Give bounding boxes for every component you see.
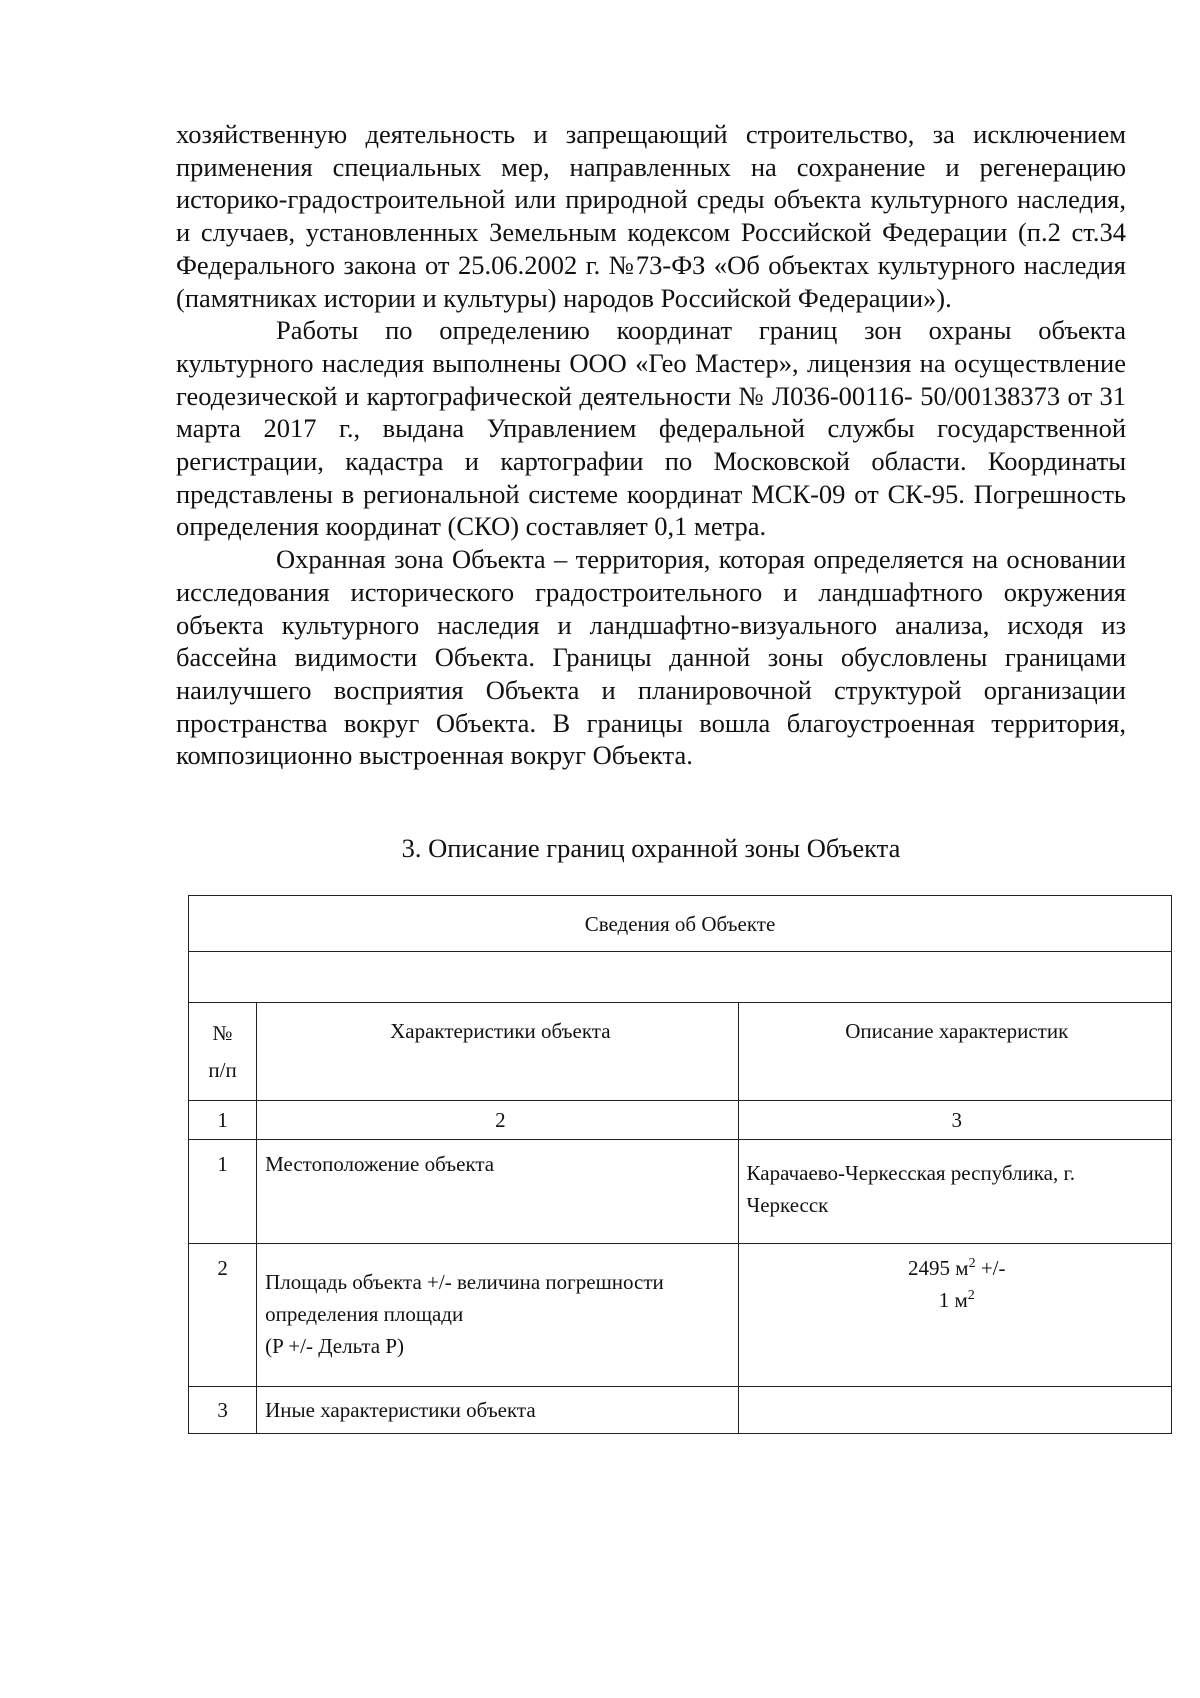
paragraph-3: Охранная зона Объекта – территория, которая определяется на основании исследования исторического градостроительного и ландшафтного окружения объекта культурного наследия и ландшафтно-визуального анализа, исходя из бассейна видимости Объекта. Границы данной зоны обусловлены границами наилучшего восприятия Объекта и планировочной структурой организации пространства вокруг Объекта. В границы вошла благоустроенная территория, композиционно выстроенная вокруг Объекта. xyxy=(176,544,1126,771)
area-unit-sup: 2 xyxy=(968,1256,976,1271)
row-characteristic-line1: Площадь объекта +/- величина погрешности xyxy=(265,1270,664,1294)
row-description-line2: Черкесск xyxy=(746,1193,829,1217)
area-error-sup: 2 xyxy=(967,1288,975,1303)
area-error: 1 м xyxy=(938,1288,968,1312)
area-suffix: +/- xyxy=(975,1256,1006,1280)
object-info-table xyxy=(188,895,1172,1434)
document-body xyxy=(176,118,1126,772)
table-title-row xyxy=(189,896,1172,952)
header-num xyxy=(189,1003,257,1101)
row-characteristic-line3: (P +/- Дельта P) xyxy=(265,1334,405,1358)
row-num: 1 xyxy=(189,1140,257,1244)
row-num: 3 xyxy=(189,1387,257,1434)
index-cell-2: 2 xyxy=(257,1101,738,1140)
section-heading: 3. Описание границ охранной зоны Объекта xyxy=(401,833,901,863)
row-characteristic: Местоположение объекта xyxy=(257,1140,738,1244)
table-row xyxy=(189,1387,1172,1434)
table-empty-row xyxy=(189,952,1172,1003)
header-num-line1: № xyxy=(212,1021,233,1045)
row-num: 2 xyxy=(189,1244,257,1387)
index-cell-3: 3 xyxy=(738,1101,1171,1140)
header-description: Описание характеристик xyxy=(738,1003,1171,1101)
row-description xyxy=(738,1387,1171,1434)
table-title: Сведения об Объекте xyxy=(189,896,1172,952)
row-description xyxy=(738,1244,1171,1387)
table-row xyxy=(189,1140,1172,1244)
area-value: 2495 м xyxy=(908,1256,969,1280)
row-description xyxy=(738,1140,1171,1244)
row-characteristic xyxy=(257,1244,738,1387)
index-cell-1: 1 xyxy=(189,1101,257,1140)
table-row xyxy=(189,1244,1172,1387)
paragraph-2: Работы по определению координат границ зон охраны объекта культурного наследия выполнены ООО «Гео Мастер», лицензия на осуществление геодезической и картографической деятельности № Л036-00116- 50/00138373 от 31 марта 2017 г., выдана Управлением федеральной службы государственной регистрации, кадастра и картографии по Московской области. Координаты представлены в региональной системе координат МСК-09 от СК-95. Погрешность определения координат (СКО) составляет 0,1 метра. xyxy=(176,315,1126,542)
table-index-row xyxy=(189,1101,1172,1140)
header-characteristics: Характеристики объекта xyxy=(257,1003,738,1101)
empty-cell xyxy=(189,952,1172,1003)
paragraph-1: хозяйственную деятельность и запрещающий строительство, за исключением применения специальных мер, направленных на сохранение и регенерацию историко-градостроительной или природной среды объекта культурного наследия, и случаев, установленных Земельным кодексом Российской Федерации (п.2 ст.34 Федерального закона от 25.06.2002 г. №73-ФЗ «Об объектах культурного наследия (памятниках истории и культуры) народов Российской Федерации»). xyxy=(176,119,1126,313)
table-header-row xyxy=(189,1003,1172,1101)
area-value-line1 xyxy=(747,1252,1167,1284)
row-characteristic-line2: определения площади xyxy=(265,1302,464,1326)
header-num-line2: п/п xyxy=(208,1058,237,1082)
row-description-line1: Карачаево-Черкесская республика, г. xyxy=(746,1161,1075,1185)
area-value-line2 xyxy=(747,1284,1167,1316)
row-characteristic: Иные характеристики объекта xyxy=(257,1387,738,1434)
